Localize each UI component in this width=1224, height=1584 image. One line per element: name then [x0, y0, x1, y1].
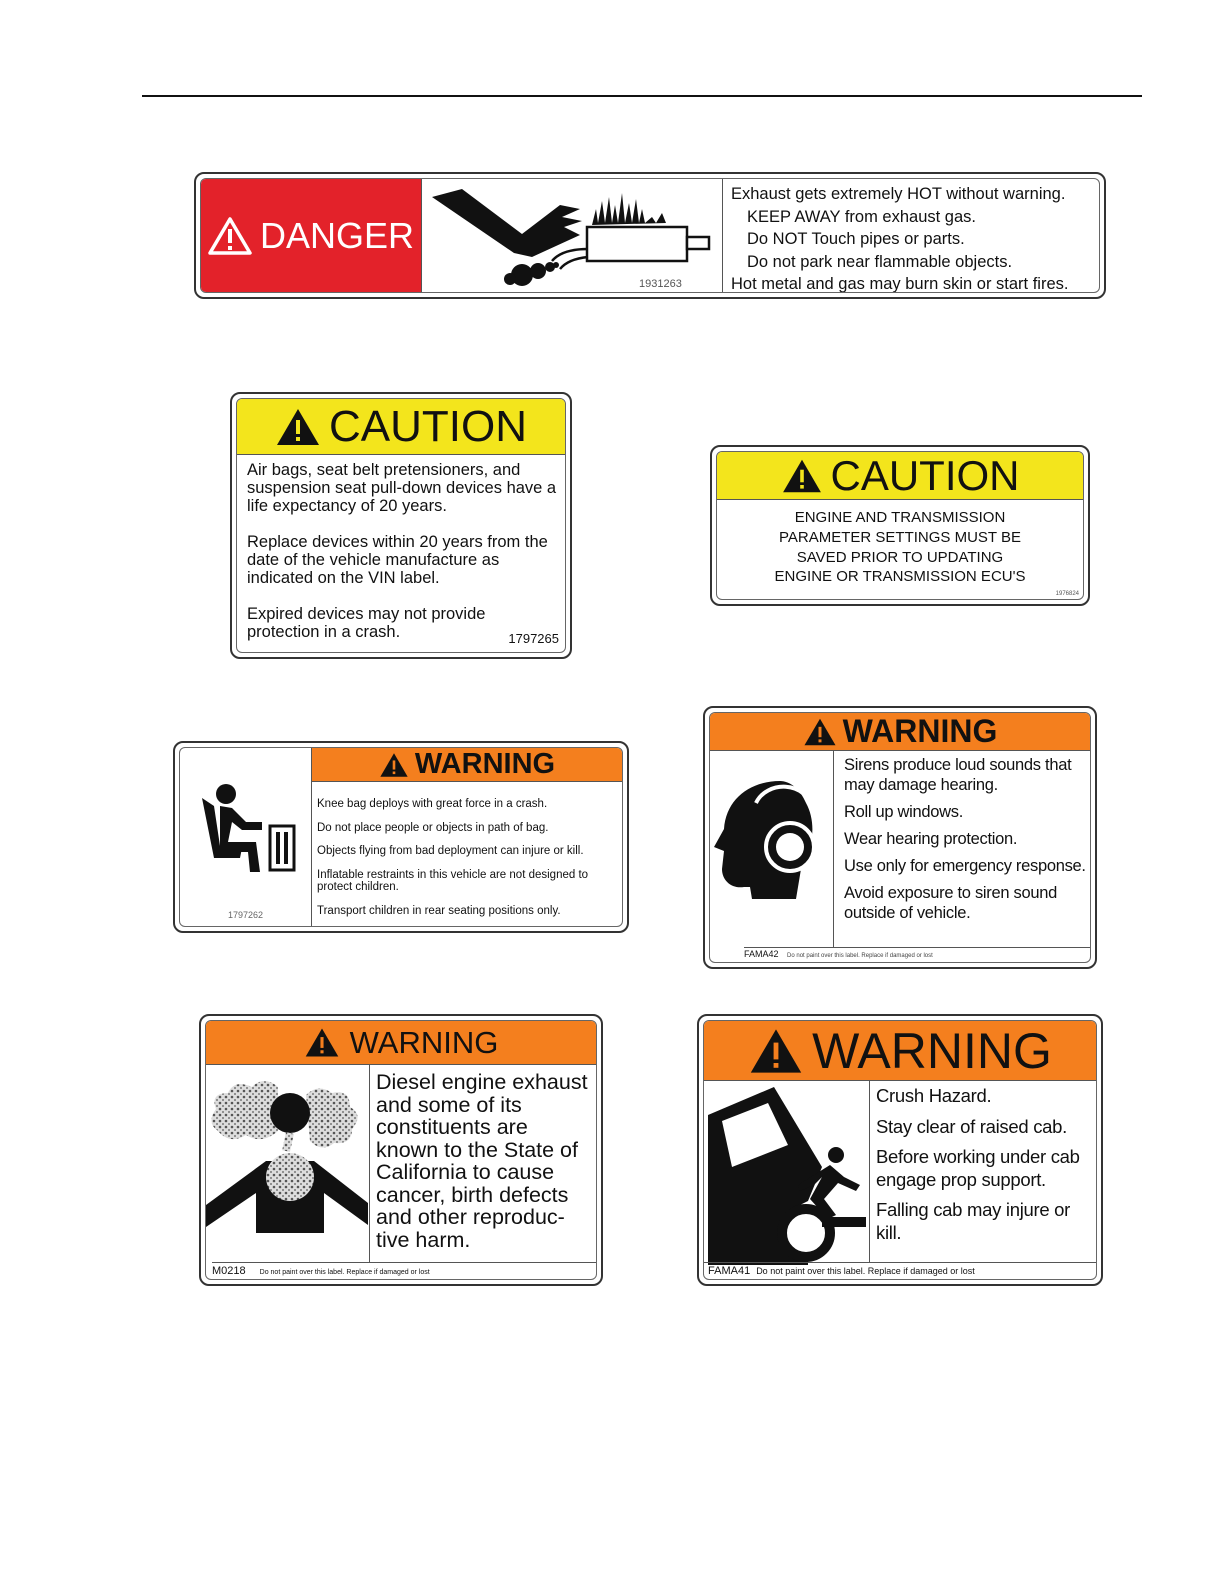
caution-airbag-label [230, 392, 572, 659]
paragraph: Replace devices within 20 years from the date of the vehicle manufacture as indicated on the VIN label. [247, 533, 548, 587]
label-footer [744, 947, 1090, 962]
danger-text [731, 183, 1093, 293]
toxic-fumes-person-icon [206, 1065, 368, 1265]
crush-text [876, 1085, 1092, 1252]
caution-header [717, 452, 1083, 500]
danger-line: Do not park near flammable objects. [747, 252, 1013, 271]
footer-note: Do not paint over this label. Replace if damaged or lost [756, 1266, 975, 1276]
label-code: 1931263 [639, 278, 682, 290]
caution-ecu-text [717, 508, 1083, 587]
signal-word: WARNING [812, 1022, 1052, 1079]
text-line: Knee bag deploys with great force in a crash. [317, 798, 548, 810]
crush-pictogram [704, 1081, 870, 1263]
paragraph: Air bags, seat belt pretensioners, and suspension seat pull-down devices have a life expectancy of 20 years. [247, 461, 557, 515]
signal-word: CAUTION [830, 451, 1020, 499]
footer-note: Do not paint over this label. Replace if damaged or lost [787, 953, 933, 959]
danger-line: Exhaust gets extremely HOT without warning. [731, 185, 1066, 203]
label-code: FAMA41 [708, 1265, 751, 1277]
danger-line: Do NOT Touch pipes or parts. [747, 230, 965, 248]
signal-word: WARNING [414, 748, 556, 780]
alert-triangle-icon [275, 407, 321, 447]
alert-triangle-icon [304, 1027, 340, 1058]
fumes-pictogram [206, 1065, 370, 1263]
danger-header [201, 179, 421, 292]
header-rule [142, 95, 1142, 97]
warning-diesel-label [199, 1014, 603, 1286]
falling-cab-icon [704, 1081, 868, 1271]
text-line: Transport children in rear seating positions only. [317, 904, 561, 917]
diesel-text: Diesel engine exhaust and some of its constituents are known to the State of California to cause cancer, birth defects and other reproduc-tive harm. [376, 1070, 588, 1252]
label-code: 1797262 [228, 910, 264, 920]
warning-header [206, 1021, 596, 1065]
text-line: Stay clear of raised cab. [876, 1115, 1067, 1137]
text-line: ENGINE OR TRANSMISSION ECU'S [774, 568, 1026, 586]
footer-note: Do not paint over this label. Replace if damaged or lost [259, 1269, 430, 1276]
text-line: SAVED PRIOR TO UPDATING [796, 548, 1004, 566]
text-line: Sirens produce loud sounds that may damage hearing. [844, 756, 1072, 794]
hearing-pictogram [710, 751, 834, 948]
text-line: Do not place people or objects in path of bag. [317, 821, 549, 834]
danger-line: KEEP AWAY from exhaust gas. [747, 207, 976, 226]
alert-triangle-icon [803, 717, 837, 747]
caution-header [237, 399, 565, 455]
text-line: ENGINE AND TRANSMISSION [794, 509, 1006, 526]
text-line: Falling cab may injure or kill. [876, 1199, 1071, 1243]
seated-person-icon [180, 748, 310, 888]
knee-bag-pictogram [180, 748, 312, 926]
signal-word: CAUTION [329, 401, 527, 451]
warning-knee-bag-label [173, 741, 629, 933]
alert-triangle-icon [748, 1027, 804, 1075]
text-line: Use only for emergency response. [844, 857, 1086, 875]
warning-header [704, 1021, 1096, 1081]
text-line: Avoid exposure to siren sound outside of vehicle. [844, 884, 1057, 922]
paragraph: Expired devices may not provide protection in a crash. [247, 605, 486, 641]
warning-header [312, 748, 622, 782]
danger-exhaust-label [194, 172, 1106, 299]
signal-word: WARNING [349, 1024, 499, 1060]
text-line: Before working under cab engage prop support. [876, 1146, 1080, 1190]
danger-line: Hot metal and gas may burn skin or start fires. [731, 275, 1069, 293]
warning-header [710, 713, 1090, 751]
siren-text [844, 755, 1086, 930]
label-footer [704, 1262, 1096, 1279]
label-code: FAMA42 [744, 949, 779, 959]
signal-word: DANGER [259, 214, 415, 256]
label-code: M0218 [212, 1265, 246, 1277]
text-line: Crush Hazard. [876, 1085, 992, 1106]
warning-siren-label [703, 706, 1097, 969]
alert-triangle-icon [781, 458, 823, 494]
headphones-head-icon [710, 751, 832, 951]
alert-triangle-icon [208, 217, 252, 255]
caution-airbag-text [247, 461, 559, 653]
text-line: Roll up windows. [844, 803, 964, 821]
exhaust-pictogram [421, 179, 723, 292]
warning-crush-label [697, 1014, 1103, 1286]
label-footer [212, 1262, 596, 1279]
label-code: 1797265 [508, 631, 559, 646]
text-line: Wear hearing protection. [844, 830, 1018, 848]
hand-exhaust-icon [422, 179, 722, 292]
signal-word: WARNING [842, 713, 998, 749]
text-line: Objects flying from bad deployment can injure or kill. [317, 845, 584, 857]
text-line: Inflatable restraints in this vehicle are not designed to protect children. [317, 868, 589, 893]
label-code: 1976824 [1055, 591, 1079, 597]
knee-bag-text [317, 798, 620, 927]
caution-ecu-label [710, 445, 1090, 606]
text-line: PARAMETER SETTINGS MUST BE [779, 528, 1021, 546]
alert-triangle-icon [379, 752, 409, 778]
